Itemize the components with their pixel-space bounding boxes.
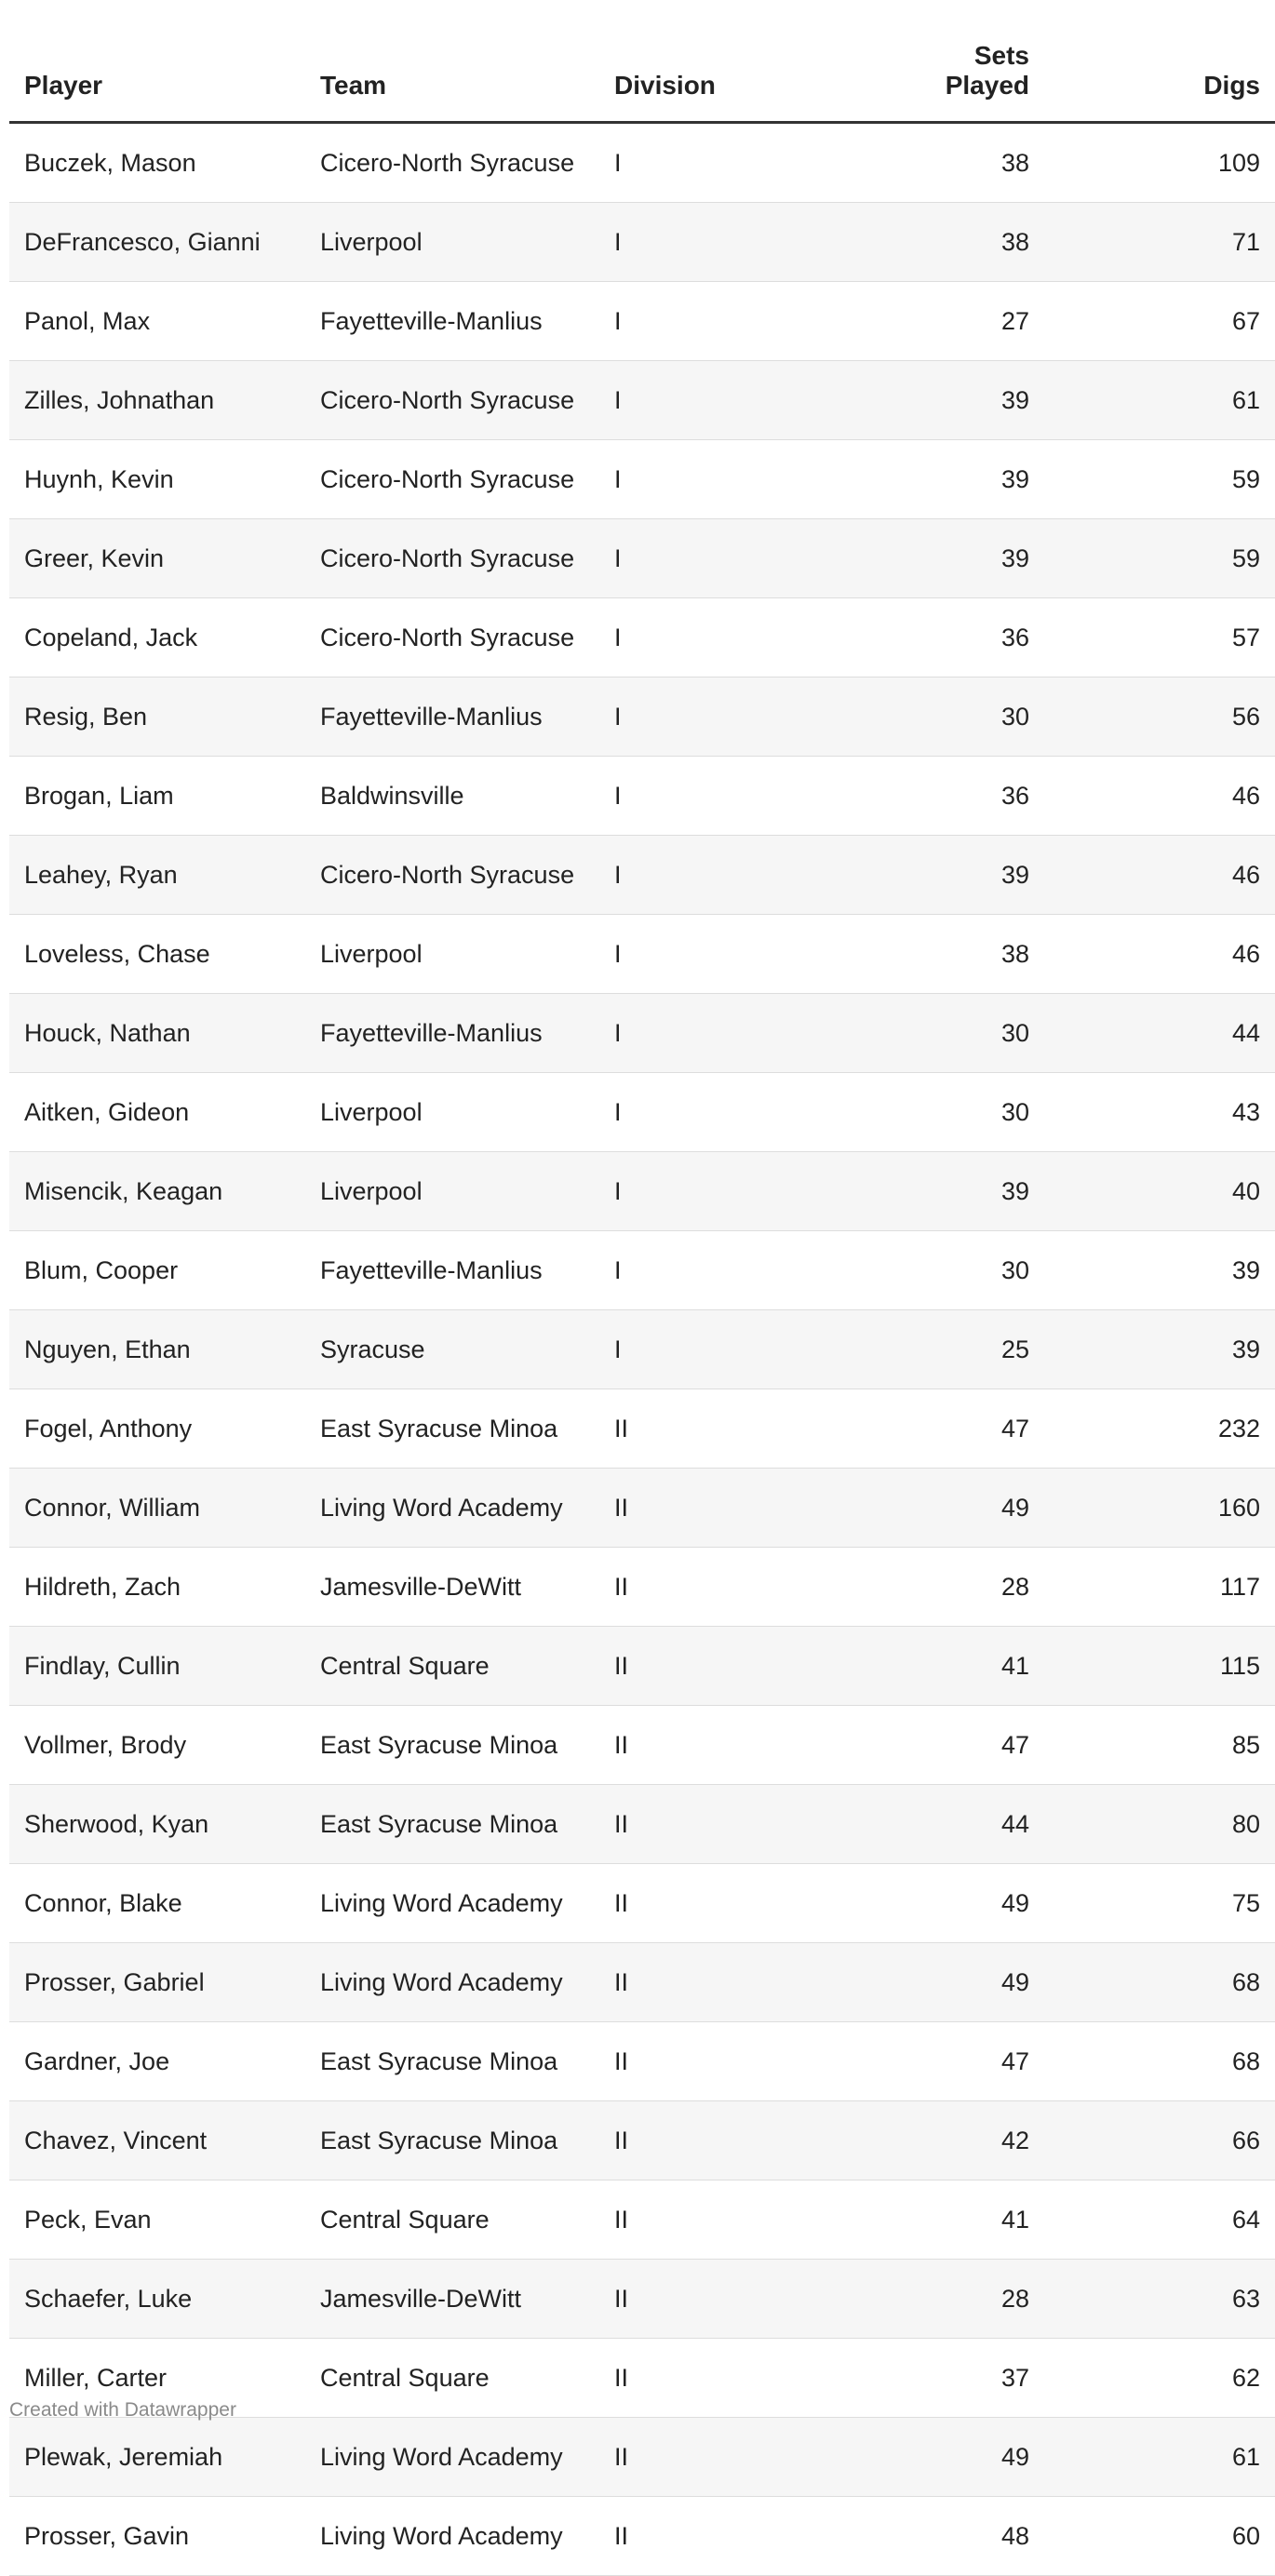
cell-player: Aitken, Gideon — [9, 1073, 305, 1152]
cell-player: Resig, Ben — [9, 678, 305, 757]
cell-player: Connor, William — [9, 1469, 305, 1548]
table-row — [9, 1548, 1275, 1627]
cell-sets-played: 36 — [815, 757, 1044, 836]
cell-sets-played: 41 — [815, 1627, 1044, 1706]
cell-digs: 115 — [1044, 1627, 1275, 1706]
cell-player: Peck, Evan — [9, 2180, 305, 2260]
table-row — [9, 598, 1275, 678]
cell-division: II — [599, 2180, 815, 2260]
cell-sets-played: 30 — [815, 994, 1044, 1073]
table-row — [9, 2418, 1275, 2497]
cell-team: Cicero-North Syracuse — [305, 361, 599, 440]
table-row — [9, 994, 1275, 1073]
cell-division: II — [599, 1785, 815, 1864]
cell-digs: 160 — [1044, 1469, 1275, 1548]
cell-division: II — [599, 1627, 815, 1706]
cell-player: Blum, Cooper — [9, 1231, 305, 1310]
cell-team: Syracuse — [305, 1310, 599, 1389]
cell-division: I — [599, 1073, 815, 1152]
cell-sets-played: 39 — [815, 1152, 1044, 1231]
cell-digs: 68 — [1044, 2022, 1275, 2101]
column-header-sets-played[interactable] — [815, 41, 1044, 123]
cell-player: Huynh, Kevin — [9, 440, 305, 519]
cell-division: II — [599, 2497, 815, 2576]
table-row — [9, 1469, 1275, 1548]
cell-digs: 60 — [1044, 2497, 1275, 2576]
cell-digs: 59 — [1044, 440, 1275, 519]
cell-digs: 61 — [1044, 361, 1275, 440]
cell-team: Cicero-North Syracuse — [305, 519, 599, 598]
cell-sets-played: 39 — [815, 519, 1044, 598]
cell-team: Cicero-North Syracuse — [305, 440, 599, 519]
table-row — [9, 757, 1275, 836]
cell-player: Brogan, Liam — [9, 757, 305, 836]
cell-team: Cicero-North Syracuse — [305, 598, 599, 678]
cell-team: East Syracuse Minoa — [305, 2101, 599, 2180]
cell-team: East Syracuse Minoa — [305, 1389, 599, 1469]
cell-player: Greer, Kevin — [9, 519, 305, 598]
header-row — [9, 41, 1275, 123]
stats-table — [9, 41, 1275, 2576]
cell-division: I — [599, 836, 815, 915]
cell-digs: 63 — [1044, 2260, 1275, 2339]
cell-division: I — [599, 678, 815, 757]
cell-team: Central Square — [305, 2180, 599, 2260]
cell-team: Jamesville-DeWitt — [305, 1548, 599, 1627]
table-row — [9, 361, 1275, 440]
cell-digs: 80 — [1044, 1785, 1275, 1864]
table-row — [9, 2101, 1275, 2180]
cell-team: East Syracuse Minoa — [305, 2022, 599, 2101]
column-header-team[interactable]: Team — [305, 41, 599, 123]
cell-player: Schaefer, Luke — [9, 2260, 305, 2339]
cell-digs: 232 — [1044, 1389, 1275, 1469]
cell-player: Panol, Max — [9, 282, 305, 361]
cell-division: II — [599, 1469, 815, 1548]
cell-player: Misencik, Keagan — [9, 1152, 305, 1231]
cell-digs: 117 — [1044, 1548, 1275, 1627]
cell-division: I — [599, 361, 815, 440]
cell-team: Fayetteville-Manlius — [305, 678, 599, 757]
cell-sets-played: 37 — [815, 2339, 1044, 2418]
cell-sets-played: 30 — [815, 1073, 1044, 1152]
cell-sets-played: 44 — [815, 1785, 1044, 1864]
cell-team: Central Square — [305, 2339, 599, 2418]
cell-digs: 75 — [1044, 1864, 1275, 1943]
cell-digs: 39 — [1044, 1231, 1275, 1310]
cell-digs: 71 — [1044, 203, 1275, 282]
cell-division: II — [599, 2101, 815, 2180]
cell-team: Jamesville-DeWitt — [305, 2260, 599, 2339]
cell-player: Buczek, Mason — [9, 123, 305, 203]
cell-digs: 62 — [1044, 2339, 1275, 2418]
table-row — [9, 1152, 1275, 1231]
cell-sets-played: 49 — [815, 1469, 1044, 1548]
cell-sets-played: 30 — [815, 678, 1044, 757]
cell-digs: 46 — [1044, 836, 1275, 915]
cell-digs: 59 — [1044, 519, 1275, 598]
cell-sets-played: 39 — [815, 836, 1044, 915]
cell-digs: 56 — [1044, 678, 1275, 757]
cell-digs: 85 — [1044, 1706, 1275, 1785]
cell-team: Liverpool — [305, 1152, 599, 1231]
cell-player: Chavez, Vincent — [9, 2101, 305, 2180]
cell-digs: 67 — [1044, 282, 1275, 361]
table-row — [9, 915, 1275, 994]
cell-sets-played: 25 — [815, 1310, 1044, 1389]
cell-team: Fayetteville-Manlius — [305, 282, 599, 361]
cell-sets-played: 49 — [815, 2418, 1044, 2497]
cell-team: Cicero-North Syracuse — [305, 836, 599, 915]
table-row — [9, 678, 1275, 757]
table-body — [9, 123, 1275, 2576]
cell-team: Baldwinsville — [305, 757, 599, 836]
cell-team: Living Word Academy — [305, 1469, 599, 1548]
cell-player: Plewak, Jeremiah — [9, 2418, 305, 2497]
cell-player: Gardner, Joe — [9, 2022, 305, 2101]
cell-division: I — [599, 203, 815, 282]
cell-division: I — [599, 994, 815, 1073]
cell-sets-played: 39 — [815, 440, 1044, 519]
cell-division: II — [599, 2022, 815, 2101]
cell-digs: 46 — [1044, 915, 1275, 994]
cell-sets-played: 38 — [815, 915, 1044, 994]
table-row — [9, 836, 1275, 915]
table-row — [9, 1706, 1275, 1785]
cell-division: I — [599, 1152, 815, 1231]
cell-player: Nguyen, Ethan — [9, 1310, 305, 1389]
cell-digs: 57 — [1044, 598, 1275, 678]
cell-digs: 64 — [1044, 2180, 1275, 2260]
cell-digs: 61 — [1044, 2418, 1275, 2497]
table-row — [9, 123, 1275, 203]
cell-player: DeFrancesco, Gianni — [9, 203, 305, 282]
table-row — [9, 203, 1275, 282]
cell-player: Fogel, Anthony — [9, 1389, 305, 1469]
cell-division: I — [599, 1231, 815, 1310]
table-header — [9, 41, 1275, 123]
cell-sets-played: 38 — [815, 203, 1044, 282]
cell-division: I — [599, 598, 815, 678]
cell-team: Cicero-North Syracuse — [305, 123, 599, 203]
cell-team: Fayetteville-Manlius — [305, 1231, 599, 1310]
cell-sets-played: 36 — [815, 598, 1044, 678]
cell-team: Living Word Academy — [305, 2497, 599, 2576]
cell-digs: 44 — [1044, 994, 1275, 1073]
cell-digs: 68 — [1044, 1943, 1275, 2022]
cell-sets-played: 28 — [815, 2260, 1044, 2339]
column-header-digs[interactable]: Digs — [1044, 41, 1275, 123]
cell-sets-played: 49 — [815, 1943, 1044, 2022]
cell-division: I — [599, 519, 815, 598]
cell-sets-played: 48 — [815, 2497, 1044, 2576]
cell-division: II — [599, 2418, 815, 2497]
cell-digs: 39 — [1044, 1310, 1275, 1389]
cell-player: Loveless, Chase — [9, 915, 305, 994]
table-row — [9, 1864, 1275, 1943]
cell-sets-played: 47 — [815, 2022, 1044, 2101]
cell-team: Living Word Academy — [305, 1943, 599, 2022]
cell-division: II — [599, 1548, 815, 1627]
cell-division: I — [599, 282, 815, 361]
table-row — [9, 2180, 1275, 2260]
cell-division: I — [599, 123, 815, 203]
cell-player: Copeland, Jack — [9, 598, 305, 678]
cell-player: Houck, Nathan — [9, 994, 305, 1073]
table-row — [9, 1310, 1275, 1389]
table-row — [9, 1785, 1275, 1864]
cell-team: East Syracuse Minoa — [305, 1785, 599, 1864]
cell-team: Liverpool — [305, 203, 599, 282]
cell-team: East Syracuse Minoa — [305, 1706, 599, 1785]
footer-credit: Created with Datawrapper — [9, 2399, 236, 2421]
table-row — [9, 440, 1275, 519]
cell-division: II — [599, 2260, 815, 2339]
table-row — [9, 1943, 1275, 2022]
cell-division: I — [599, 915, 815, 994]
column-header-division[interactable]: Division — [599, 41, 815, 123]
cell-sets-played: 38 — [815, 123, 1044, 203]
cell-sets-played: 30 — [815, 1231, 1044, 1310]
table-row — [9, 1231, 1275, 1310]
table-row — [9, 2497, 1275, 2576]
cell-division: I — [599, 440, 815, 519]
cell-division: I — [599, 757, 815, 836]
cell-sets-played: 42 — [815, 2101, 1044, 2180]
cell-team: Living Word Academy — [305, 2418, 599, 2497]
cell-player: Vollmer, Brody — [9, 1706, 305, 1785]
sets-played-label: Sets Played — [945, 41, 1029, 100]
cell-division: I — [599, 1310, 815, 1389]
cell-team: Liverpool — [305, 915, 599, 994]
table-row — [9, 2022, 1275, 2101]
cell-division: II — [599, 1706, 815, 1785]
table-container — [9, 0, 1260, 2576]
table-row — [9, 282, 1275, 361]
cell-sets-played: 49 — [815, 1864, 1044, 1943]
cell-digs: 109 — [1044, 123, 1275, 203]
cell-digs: 66 — [1044, 2101, 1275, 2180]
cell-sets-played: 47 — [815, 1389, 1044, 1469]
table-row — [9, 519, 1275, 598]
cell-digs: 43 — [1044, 1073, 1275, 1152]
cell-player: Sherwood, Kyan — [9, 1785, 305, 1864]
table-row — [9, 1627, 1275, 1706]
cell-division: II — [599, 1389, 815, 1469]
table-row — [9, 2260, 1275, 2339]
cell-player: Prosser, Gabriel — [9, 1943, 305, 2022]
cell-sets-played: 28 — [815, 1548, 1044, 1627]
cell-digs: 46 — [1044, 757, 1275, 836]
cell-player: Connor, Blake — [9, 1864, 305, 1943]
cell-player: Leahey, Ryan — [9, 836, 305, 915]
cell-player: Prosser, Gavin — [9, 2497, 305, 2576]
cell-player: Zilles, Johnathan — [9, 361, 305, 440]
cell-division: II — [599, 1943, 815, 2022]
cell-division: II — [599, 2339, 815, 2418]
cell-team: Living Word Academy — [305, 1864, 599, 1943]
table-row — [9, 1389, 1275, 1469]
cell-player: Findlay, Cullin — [9, 1627, 305, 1706]
cell-player: Miller, Carter — [9, 2339, 305, 2418]
cell-sets-played: 39 — [815, 361, 1044, 440]
cell-player: Hildreth, Zach — [9, 1548, 305, 1627]
column-header-player[interactable]: Player — [9, 41, 305, 123]
cell-division: II — [599, 1864, 815, 1943]
cell-team: Liverpool — [305, 1073, 599, 1152]
cell-team: Central Square — [305, 1627, 599, 1706]
cell-team: Fayetteville-Manlius — [305, 994, 599, 1073]
cell-sets-played: 47 — [815, 1706, 1044, 1785]
cell-sets-played: 27 — [815, 282, 1044, 361]
cell-sets-played: 41 — [815, 2180, 1044, 2260]
cell-digs: 40 — [1044, 1152, 1275, 1231]
table-row — [9, 1073, 1275, 1152]
